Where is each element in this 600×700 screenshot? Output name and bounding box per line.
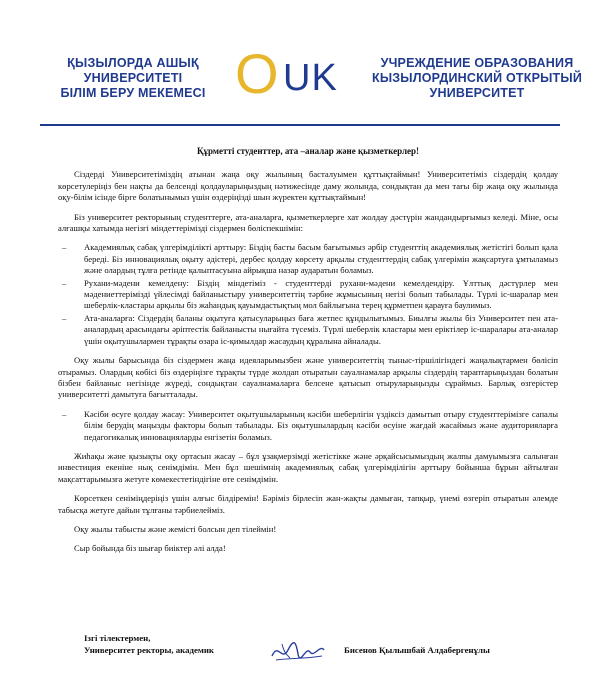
paragraph: Оқу жылы табысты және жемісті болсын деп тілеймін! — [74, 523, 277, 534]
signer-name: Бисенов Қылышбай Алдабергенұлы — [344, 645, 490, 655]
priorities-list-2 — [58, 409, 558, 443]
letter-body — [58, 146, 558, 563]
logo-uk-letters: UK — [283, 57, 338, 99]
signer-title: Университет ректоры, академик — [84, 645, 214, 655]
paragraph: Оқу жылы барысында біз сіздермен жаңа идеяларымызбен және университеттің тыныс-тіршілігіндегі жаңалықтармен бөлісіп отырамыз. Олардың көбісі біз өздеріңізге тұрақты түрде жолдап отыратын сауалнамалар арқылы сіздердің тараптарыңыздан болатын бізбен байланыс негізінде жүреді, сондықтан сауалнамаларға белсене қатысып отыруларыңызды сұраймыз. Барлық өзгерістер университетті дамытуға бағытталады. — [58, 355, 558, 400]
letterhead-line: УЧРЕЖДЕНИЕ ОБРАЗОВАНИЯ — [380, 56, 574, 70]
closing-line: Ізгі тілектермен, — [84, 633, 151, 643]
letterhead-line: ҚЫЗЫЛОРДА АШЫҚ — [67, 56, 199, 70]
paragraph: Сіздерді Университетіміздің атынан жаңа оқу жылының басталуымен құттықтаймын! Университетіміз сіздердің қолдау көрсетулеріңіз бен нақты да белсенді қолдауларыңыздың нәтижесінде даму жолында, сондықтан да мен тағы бір жаңа оқу жылында оқу-білім ісінде бірге болатынымыз үшін өздеріңізді шын жүректен құттықтаймын! — [58, 169, 558, 203]
header-divider — [40, 124, 560, 126]
paragraph: Сыр бойында бiз шығар биiктер әлi алда! — [74, 543, 226, 554]
paragraph: Көрсеткен сеніміңдеріңіз үшін алғыс білдіремін! Бәріміз бірлесіп жан-жақты дамыған, тапқыр, үнемі өзгеріп отыратын әлемде табысқа жетуге дайын тұлғаны тәрбиелейміз. — [58, 493, 558, 515]
letter-greeting: Құрметті студенттер, ата –аналар және қызметкерлер! — [196, 146, 420, 156]
letterhead-kazakh-name — [28, 56, 238, 101]
signature-caption — [84, 632, 214, 656]
letterhead-line: КЫЗЫЛОРДИНСКИЙ ОТКРЫТЫЙ — [371, 71, 582, 85]
letterhead-russian-name — [362, 56, 592, 101]
paragraph: Жиһақы және қызықты оқу ортасын жасау – бұл ұзақмерзімді жетістікке және әрқайсысымыздың жалпы дамуымызға салынған инвестиция екеніне нық сенімдімін. Мен бұл шешімнің академиялық сабақ үлгерімділігін арттыру бойынша бұрын айтылған мақсаттарымызға жетуге көмекестетіндігіне өте сенімдімін. — [58, 450, 558, 484]
logo-o-letter: O — [235, 42, 279, 105]
university-logo — [235, 42, 355, 106]
list-item: – Кәсіби өсуге қолдау жасау: Университет оқытушыларының кәсіби шеберлігін үздіксіз дамытып отыру студенттерімізге сапалы білім берудің маңызды факторы болып табылады. Біз оқытушылардың кәсіби өсуіне жағдай жасаймыз және аудиторияларға педагогикалық инновацияларды енгізетін боламыз. — [58, 409, 558, 443]
letterhead-line: УНИВЕРСИТЕТ — [429, 86, 525, 100]
priorities-list — [58, 242, 558, 347]
list-item: – Рухани-мәдени кемелдену: Біздің міндетіміз - студенттерді рухани-мәдени кемелдендіру. Ұлттық дәстүрлер мен мәдениеттерімізді үйлесімді байланыстыру университеттің тәрбие жұмысының негізі болып табылады. Түрлі іс-шаралар мен шеберлік-кластары арқылы біз жаһандық қауымдастықтың мол байлығына терең құрметпен қарауға баулимыз. — [58, 278, 558, 312]
letterhead-line: УНИВЕРСИТЕТІ — [83, 71, 183, 85]
list-item: – Академиялық сабақ үлгерімділікті арттыру: Біздің басты басым бағытымыз әрбір студенттің академиялық жетістігі болып қала береді. Біз инновациялық оқыту әдістері, дербес қолдау көрсету арқылы студенттердің сабақ үлгерімін жақсартуға ұмтыламыз және олардың тұлға ретінде қалыптасуына айрықша назар аударатын боламыз. — [58, 242, 558, 276]
list-item: – Ата-аналарға: Сіздердің баланы оқытуға қатысуларыңыз баға жетпес құндылығымыз. Биылғы жылы біз Университет пен ата-аналардың арасындағы әріптестік байланысты нығайта түсеміз. Түрлі шеберлік кластары мен еріктілер іс-шаралары ата-аналар үшін оқытушылармен тұрақты өзара іс-қимылдар жасаудың құралына айналады. — [58, 313, 558, 347]
letterhead-line: БІЛІМ БЕРУ МЕКЕМЕСІ — [60, 86, 206, 100]
letterhead — [40, 40, 582, 110]
handwritten-signature — [268, 632, 328, 668]
signature-block — [58, 632, 558, 672]
paragraph: Біз университет ректорының студенттерге, ата-аналарға, қызметкерлерге хат жолдау дәстүрін жандандырғымыз келеді. Міне, осы алғашқы хатымда негізгі міндеттерімізді сіздермен бөліспекшімін: — [58, 211, 558, 234]
